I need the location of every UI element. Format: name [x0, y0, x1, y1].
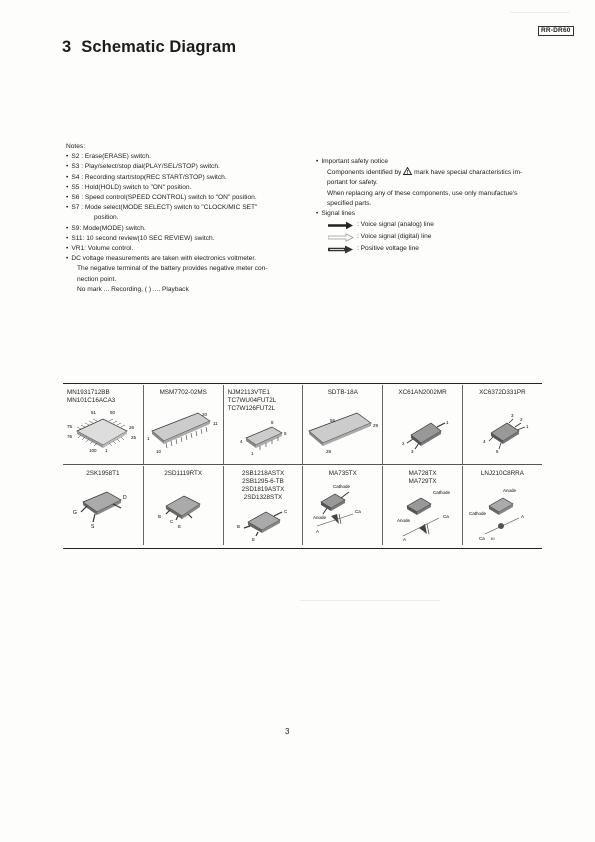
- section-title-text: Schematic Diagram: [81, 38, 237, 56]
- part-number: XC6372D331PR: [479, 389, 526, 396]
- pin-label: 1: [105, 448, 108, 453]
- signal-line-label: : Voice signal (analog) line: [357, 221, 434, 229]
- note-item-continuation: position.: [94, 214, 119, 222]
- notes-left: [66, 142, 268, 295]
- signal-line-digital: [316, 231, 522, 243]
- part-number: 2SD1119RTX: [164, 470, 203, 477]
- pin-label: 51: [91, 410, 97, 415]
- part-number: MA728TX: [408, 470, 437, 477]
- pin-label: KI: [491, 537, 495, 541]
- pin-label: 4: [239, 439, 243, 444]
- note-item: • S9: Mode(MODE) switch.: [66, 224, 268, 234]
- pin-label: Ca: [479, 536, 485, 541]
- part-number: SDTB-18A: [327, 389, 358, 396]
- pin-label: 25: [131, 435, 137, 440]
- pin-label: 8: [270, 420, 274, 425]
- pin-label: Cathode: [433, 490, 451, 495]
- part-cell: [302, 466, 382, 545]
- part-number-list: [67, 389, 143, 405]
- pin-label: Anode: [397, 518, 411, 523]
- note-item-continuation: No mark ... Recording, ( ) .... Playback: [77, 285, 189, 293]
- pin-label: 100: [89, 448, 97, 453]
- safety-line-start: Components identified by: [327, 169, 402, 177]
- part-number: TC7WU04FUT2L: [227, 397, 277, 404]
- part-number: TC7W126FUT2L: [227, 405, 276, 412]
- pin-label: Ca: [355, 509, 362, 514]
- safety-line: [316, 167, 522, 178]
- pin-label: Cathode: [333, 484, 351, 489]
- part-cell: [63, 385, 143, 464]
- part-cell: [223, 385, 303, 464]
- pin-label: 26: [129, 425, 135, 430]
- part-number: LNJ210C8RRA: [480, 470, 524, 477]
- pin-label: 75: [67, 424, 73, 429]
- pin-label: 28: [326, 449, 332, 454]
- part-cell: [143, 466, 223, 545]
- part-number-list: [228, 389, 303, 413]
- safety-line: portant for safety.: [327, 179, 378, 187]
- note-item-continuation: The negative terminal of the battery provides negative meter con-: [77, 265, 268, 273]
- note-item: • VR1: Volume control.: [66, 244, 268, 254]
- note-item: • S11: 10 second review(10 SEC REVIEW) switch.: [66, 234, 268, 244]
- part-cell: [143, 385, 223, 464]
- pin-label: 56: [330, 418, 336, 423]
- part-number-list: [383, 470, 462, 486]
- part-number: 2SD1819ASTX: [241, 486, 285, 493]
- note-item: • S6 : Speed control(SPEED CONTROL) switch to "ON" position.: [66, 193, 268, 203]
- note-item: • DC voltage measurements are taken with electronics voltmeter.: [66, 254, 268, 264]
- section-number: 3: [62, 38, 72, 56]
- signal-line-positive: [316, 243, 522, 255]
- part-number: NJM2113VTE1: [227, 389, 270, 396]
- part-number: MA729TX: [408, 478, 437, 485]
- signal-line-label: : Positive voltage line: [357, 245, 419, 253]
- note-item-continuation: nection point.: [77, 275, 117, 283]
- note-item: • S2 : Erase(ERASE) switch.: [66, 152, 268, 162]
- pin-label: C: [283, 509, 287, 514]
- part-number: 2SB1295-6-TB: [242, 478, 284, 485]
- pin-label: B: [236, 524, 240, 529]
- part-number: MN1931712BB: [67, 389, 110, 396]
- striped-arrow-icon: [328, 245, 354, 254]
- pin-label: 1: [146, 436, 150, 441]
- row-divider: [63, 464, 542, 465]
- pin-label: 1: [250, 451, 254, 456]
- pin-label: G: [73, 510, 77, 516]
- part-number: MN101C16ACA3: [67, 397, 116, 404]
- parts-package-table: [63, 383, 542, 549]
- safety-line-end: mark have special characteristics im-: [414, 169, 523, 177]
- signal-line-label: : Voice signal (digital) line: [357, 233, 432, 241]
- pin-label: S: [91, 524, 95, 530]
- note-item: • S5 : Hold(HOLD) switch to "ON" position.: [66, 183, 268, 193]
- part-cell: [63, 466, 143, 545]
- pin-label: Cathode: [469, 511, 487, 516]
- pin-label: 5: [496, 449, 499, 454]
- part-number: MA735TX: [328, 470, 357, 477]
- safety-line: When replacing any of these components, use only manufactue's: [327, 189, 518, 197]
- pin-label: B: [157, 514, 161, 519]
- signal-heading: • Signal lines: [316, 209, 522, 219]
- pin-label: 29: [373, 423, 379, 428]
- pin-label: 50: [110, 410, 116, 415]
- section-title: [62, 38, 236, 57]
- part-number: XC61AN2002MR: [398, 389, 447, 396]
- pin-label: 20: [201, 412, 207, 417]
- note-item: • S3 : Play/select/stop dial(PLAY/SEL/STOP) switch.: [66, 162, 268, 172]
- note-item: • S7 : Mode select(MODE SELECT) switch to "CLOCK/MIC SET": [66, 203, 268, 213]
- pin-label: 2: [520, 417, 523, 422]
- part-number: 2SD1328STX: [243, 494, 283, 501]
- warning-triangle-icon: [403, 167, 412, 175]
- pin-label: 3: [511, 413, 514, 418]
- pin-label: D: [123, 495, 127, 501]
- notes-right: [316, 157, 522, 255]
- pin-label: 5: [283, 431, 287, 436]
- part-number: 2SK1958T1: [86, 470, 120, 477]
- part-cell: [382, 385, 462, 464]
- pin-label: Ca: [443, 514, 449, 519]
- pin-label: 10: [155, 449, 161, 454]
- pin-label: 76: [67, 434, 73, 439]
- pin-label: A: [521, 514, 525, 519]
- svg-text:!: !: [406, 170, 409, 176]
- model-tag: RR-DR60: [538, 26, 574, 36]
- part-cell: [462, 385, 542, 464]
- pin-label: 2: [402, 441, 405, 446]
- part-number-list: [224, 470, 303, 502]
- safety-heading: • Important safety notice: [316, 157, 522, 167]
- part-cell: [223, 466, 303, 545]
- pin-label: 1: [446, 420, 449, 425]
- hollow-arrow-icon: [328, 233, 354, 242]
- pin-label: E: [177, 524, 181, 529]
- signal-line-analog: [316, 219, 522, 231]
- part-cell: [302, 385, 382, 464]
- part-cell: [382, 466, 462, 545]
- page-number: 3: [285, 727, 290, 736]
- notes-heading: Notes:: [66, 143, 86, 150]
- pin-label: Anode: [313, 515, 327, 520]
- pin-label: A: [403, 537, 407, 542]
- note-item: • S4 : Recording start/stop(REC START/STOP) switch.: [66, 173, 268, 183]
- solid-arrow-icon: [328, 221, 354, 230]
- pin-label: E: [251, 537, 255, 542]
- pin-label: C: [169, 519, 174, 524]
- part-number: MSM7702-02MS: [159, 389, 207, 396]
- safety-line: specified parts.: [327, 199, 372, 207]
- pin-label: 3: [411, 449, 414, 454]
- part-cell: [462, 466, 542, 545]
- pin-label: 4: [483, 439, 486, 444]
- pin-label: Anode: [503, 488, 517, 493]
- part-number: 2SB1218ASTX: [241, 470, 285, 477]
- pin-label: 1: [526, 424, 529, 429]
- pin-label: 11: [212, 421, 218, 426]
- pin-label: A: [316, 529, 320, 534]
